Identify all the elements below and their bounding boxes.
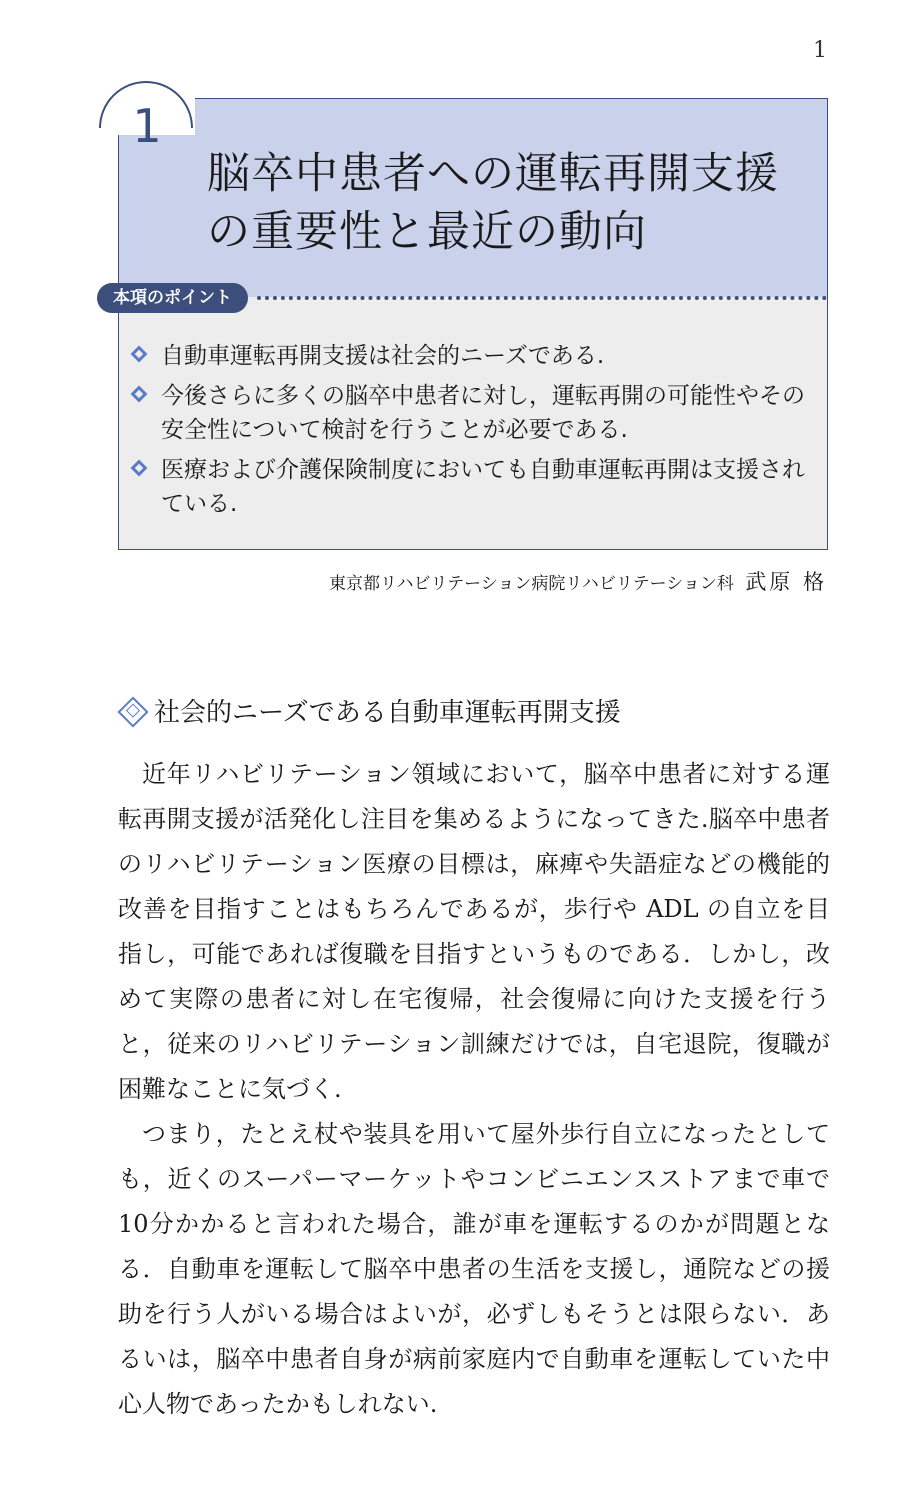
chapter-box xyxy=(113,98,828,550)
paragraph: つまり，たとえ杖や装具を用いて屋外歩行自立になったとしても，近くのスーパーマーケットやコンビニエンスストアまで車で10分かかると言われた場合，誰が車を運転するのかが問題となる．自動車を運転して脳卒中患者の生活を支援し，通院などの援助を行う人がいる場合はよいが，必ずしもそうとは限らない．あるいは，脳卒中患者自身が病前家庭内で自動車を運転していた中心人物であったかもしれない. xyxy=(118,1120,830,1418)
body-text xyxy=(118,752,830,1427)
author-name: 武原 格 xyxy=(745,570,827,594)
point-item xyxy=(129,453,819,521)
page-number: 1 xyxy=(813,38,827,63)
point-text: 今後さらに多くの脳卒中患者に対し，運転再開の可能性やその安全性について検討を行うことが必要である. xyxy=(161,383,805,443)
title-band xyxy=(119,99,827,297)
point-text: 自動車運転再開支援は社会的ニーズである. xyxy=(161,343,605,369)
paragraph: 近年リハビリテーション領域において，脳卒中患者に対する運転再開支援が活発化し注目を集めるようになってきた.脳卒中患者のリハビリテーション医療の目標は，麻痺や失語症などの機能的改善を目指すことはもちろんであるが，歩行や ADL の自立を目指し，可能であれば復職を目指すというものである．しかし，改めて実際の患者に対し在宅復帰，社会復帰に向けた支援を行うと，従来のリハビリテーション訓練だけでは，自宅退院，復職が困難なことに気づく. xyxy=(118,760,830,1103)
chapter-number: 1 xyxy=(132,99,162,153)
diamond-bullet-icon xyxy=(131,460,148,477)
author-affiliation: 東京都リハビリテーション病院リハビリテーション科 xyxy=(328,574,734,594)
section-heading xyxy=(118,692,621,729)
point-text: 医療および介護保険制度においても自動車運転再開は支援されている. xyxy=(161,457,805,517)
point-item xyxy=(129,379,819,447)
diamond-bullet-icon xyxy=(131,386,148,403)
point-item xyxy=(129,339,819,373)
double-diamond-icon xyxy=(117,696,148,727)
author-line xyxy=(329,566,827,596)
points-list xyxy=(129,339,819,527)
section-heading-text: 社会的ニーズである自動車運転再開支援 xyxy=(154,698,621,728)
dotted-divider xyxy=(257,296,827,300)
chapter-title: 脳卒中患者への運転再開支援の重要性と最近の動向 xyxy=(207,149,779,257)
points-tag: 本項のポイント xyxy=(97,283,248,313)
diamond-bullet-icon xyxy=(131,346,148,363)
